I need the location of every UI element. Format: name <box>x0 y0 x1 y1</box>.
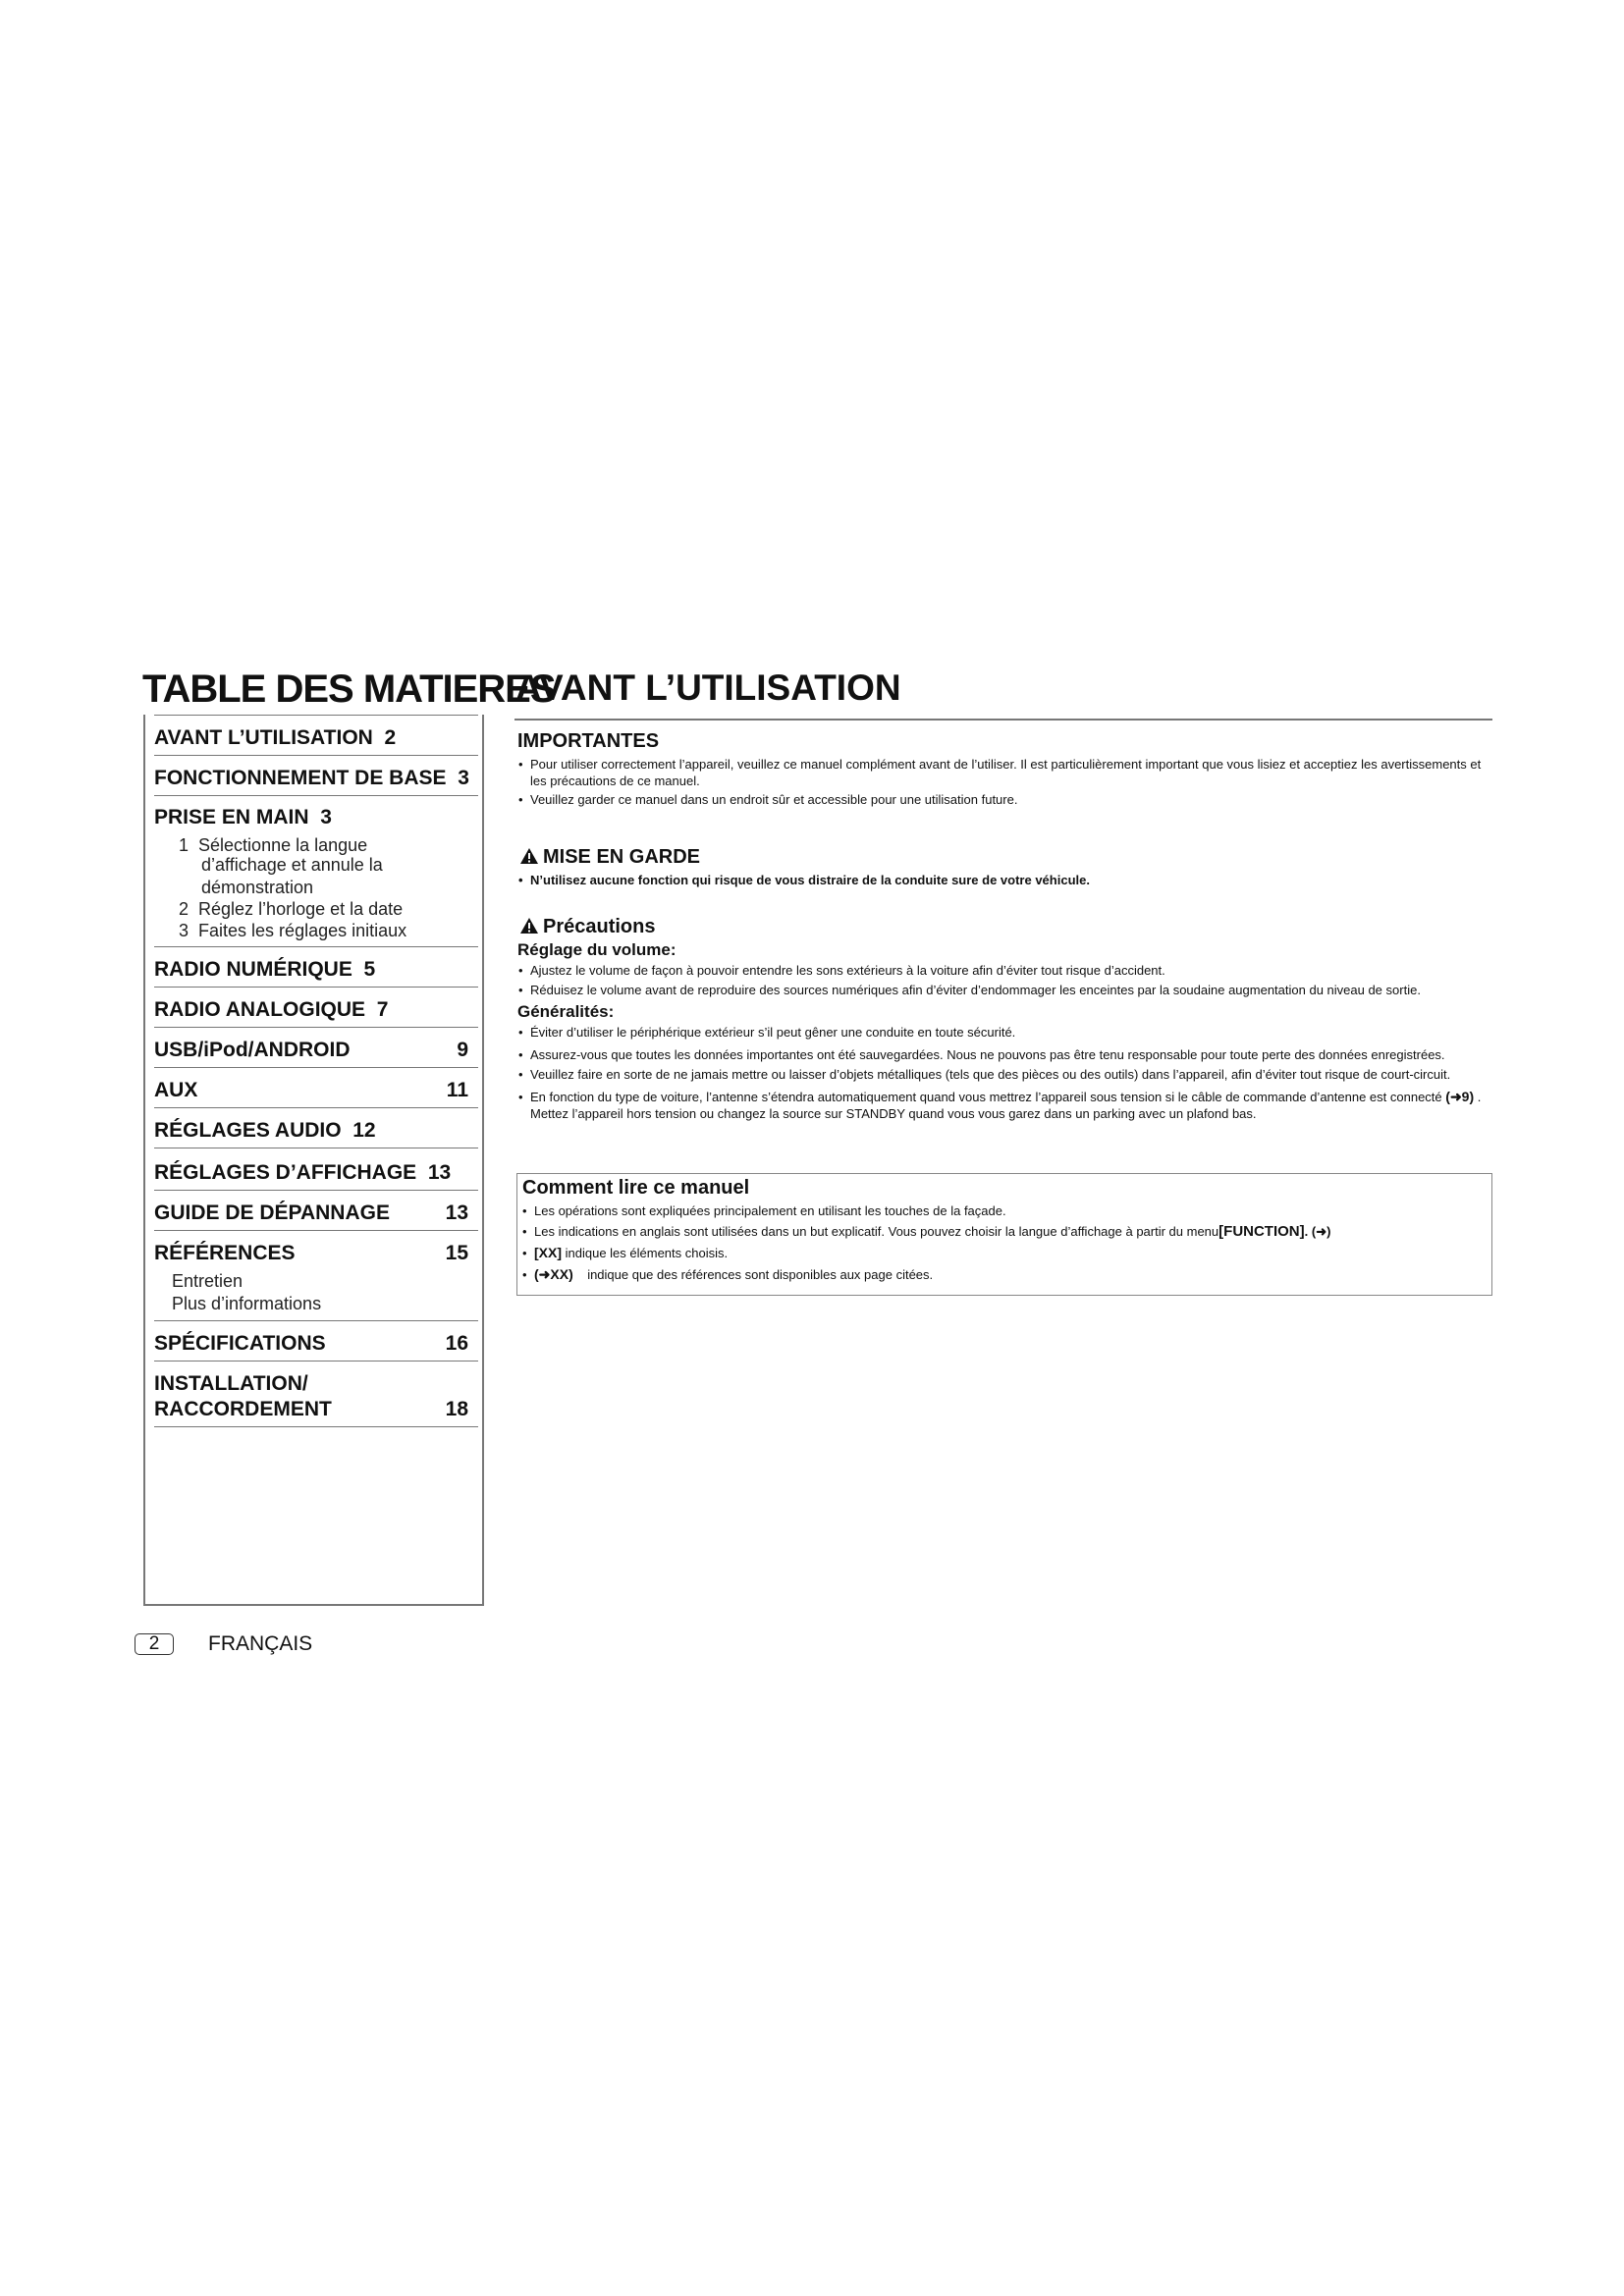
toc-sub-step-1-line2: d’affichage et annule la <box>201 855 383 875</box>
toc-sub-step-1-line3: démonstration <box>201 878 314 897</box>
volume-subheading: Réglage du volume: <box>517 940 677 959</box>
toc-divider <box>154 1190 478 1191</box>
toc-sub-plus-informations[interactable]: Plus d’informations <box>172 1294 322 1313</box>
toc-divider <box>154 1320 478 1321</box>
how-to-read-bullet-2: • Les indications en anglais sont utilisées dans un but explicatif. Vous pouvez choisir la langue d’affichage à partir du menu[FUNCTION]. (➜) <box>522 1223 1331 1240</box>
toc-divider <box>154 1361 478 1362</box>
volume-bullet-2: • Réduisez le volume avant de reproduire des sources numériques afin d’éviter d’endommager les enceintes par la soudaine augmentation du niveau de sortie. <box>518 983 1421 997</box>
xx-key: [XX] <box>534 1245 562 1260</box>
toc-divider <box>154 1067 478 1068</box>
how-to-read-bullet-4: • (➜XX) indique que des références sont disponibles aux page citées. <box>522 1266 934 1282</box>
toc-sub-step-1[interactable]: 1 Sélectionne la langue <box>179 835 368 855</box>
toc-sub-step-2[interactable]: 2 Réglez l’horloge et la date <box>179 899 404 919</box>
toc-divider <box>154 755 478 756</box>
importantes-heading: IMPORTANTES <box>517 730 660 752</box>
toc-title: TABLE DES MATIERES <box>142 667 556 711</box>
page-number: 2 <box>135 1633 174 1655</box>
importantes-bullet-1: • Pour utiliser correctement l’appareil, veuillez ce manuel complément avant de l’utiliser. Il est particulièrement important que vous lisiez et acceptiez les avertissements et les précautions de ce manuel. <box>518 757 1482 788</box>
generalites-bullet-3: • Veuillez faire en sorte de ne jamais mettre ou laisser d’objets métalliques (tels que des pièces ou des outils) dans l’appareil, afin d’éviter tout risque de court-circuit. <box>518 1067 1451 1082</box>
section-title-rule <box>514 719 1492 721</box>
generalites-subheading: Généralités: <box>517 1002 615 1021</box>
footer-language: FRANÇAIS <box>208 1632 313 1655</box>
function-key: [FUNCTION] <box>1218 1223 1305 1240</box>
toc-panel: AVANT L’UTILISATION 2 FONCTIONNEMENT DE BASE 3 PRISE EN MAIN 3 1 Sélectionne la langue d’affichage et annule la démonstration 2 Réglez l’horloge et la date 3 Faites les réglages initiaux RADIO NUMÉRIQUE 5 RADIO ANALOGIQUE 7 USB/iPod/ANDROID 9 AUX 11 RÉGLAGES AUDIO 12 RÉGLAGES D’AFFICHAGE 13 GUIDE DE DÉPANNAGE 13 RÉFÉRENCES 15 Entretien Plus d’informations SPÉCIFICATIONS 16 INSTALLATION/ RACCORDEMENT 18 <box>143 715 484 1606</box>
toc-divider <box>154 1107 478 1108</box>
warning-icon <box>519 847 539 865</box>
toc-sub-step-3[interactable]: 3 Faites les réglages initiaux <box>179 921 407 940</box>
how-to-read-heading: Comment lire ce manuel <box>522 1177 750 1199</box>
warning-icon <box>519 917 539 934</box>
toc-divider <box>154 715 478 716</box>
volume-bullet-1: • Ajustez le volume de façon à pouvoir entendre les sons extérieurs à la voiture afin d’éviter tout risque d’accident. <box>518 963 1165 978</box>
mise-en-garde-bullet: • N’utilisez aucune fonction qui risque de vous distraire de la conduite sure de votre véhicule. <box>518 873 1090 887</box>
how-to-read-bullet-3: • [XX] indique les éléments choisis. <box>522 1245 729 1260</box>
generalites-bullet-1: • Éviter d’utiliser le périphérique extérieur s’il peut gêner une conduite en toute sécurité. <box>518 1025 1016 1040</box>
xx-ref: (➜XX) <box>534 1266 573 1282</box>
precautions-heading: Précautions <box>519 916 655 938</box>
toc-divider <box>154 1426 478 1427</box>
section-title: AVANT L’UTILISATION <box>515 667 901 708</box>
generalites-bullet-4: • En fonction du type de voiture, l’antenne s’étendra automatiquement quand vous mettrez l’appareil sous tension si le câble de commande d’antenne est connecté (➜9) . Mettez l’appareil hors tension ou changez la source sur STANDBY quand vous vous garez dans un parking avec un plafond bas. <box>518 1089 1482 1121</box>
generalites-bullet-2: • Assurez-vous que toutes les données importantes ont été sauvegardées. Nous ne pouvons pas être tenu responsable pour toute perte des données enregistrées. <box>518 1047 1445 1062</box>
antenna-page-ref[interactable]: (➜9) <box>1445 1089 1475 1104</box>
toc-divider <box>154 795 478 796</box>
toc-sub-entretien[interactable]: Entretien <box>172 1271 244 1291</box>
toc-divider <box>154 946 478 947</box>
how-to-read-bullet-1: • Les opérations sont expliquées principalement en utilisant les touches de la façade. <box>522 1203 1006 1218</box>
toc-divider <box>154 1230 478 1231</box>
toc-divider <box>154 1027 478 1028</box>
mise-en-garde-heading: MISE EN GARDE <box>519 846 700 869</box>
toc-divider <box>154 987 478 988</box>
importantes-bullet-2: • Veuillez garder ce manuel dans un endroit sûr et accessible pour une utilisation future. <box>518 792 1018 807</box>
